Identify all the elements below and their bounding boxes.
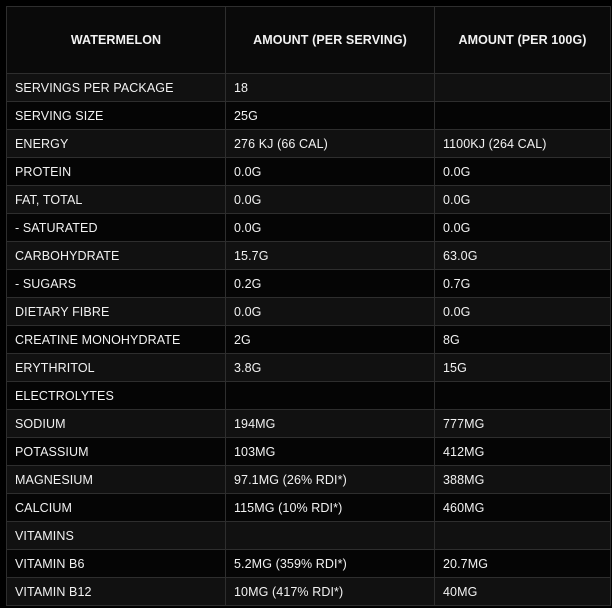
per-serving-value: 3.8G — [226, 354, 435, 382]
per-serving-value: 115MG (10% RDI*) — [226, 494, 435, 522]
per-serving-value: 0.0G — [226, 186, 435, 214]
per-100g-value: 63.0G — [435, 242, 611, 270]
per-serving-value: 103MG — [226, 438, 435, 466]
nutrient-name: CREATINE MONOHYDRATE — [7, 326, 226, 354]
per-100g-value — [435, 102, 611, 130]
table-row — [7, 158, 611, 186]
nutrient-name: CARBOHYDRATE — [7, 242, 226, 270]
per-100g-value: 15G — [435, 354, 611, 382]
table-row — [7, 382, 611, 410]
per-serving-value: 10MG (417% RDI*) — [226, 578, 435, 606]
per-100g-value — [435, 522, 611, 550]
nutrient-name: VITAMINS — [7, 522, 226, 550]
header-row — [7, 7, 611, 74]
per-100g-value: 8G — [435, 326, 611, 354]
nutrient-name: SERVING SIZE — [7, 102, 226, 130]
table-row — [7, 466, 611, 494]
per-serving-value — [226, 382, 435, 410]
nutrient-name: VITAMIN B12 — [7, 578, 226, 606]
per-100g-value: 20.7MG — [435, 550, 611, 578]
table-row — [7, 354, 611, 382]
per-100g-value: 40MG — [435, 578, 611, 606]
table-row — [7, 270, 611, 298]
per-100g-value: 0.7G — [435, 270, 611, 298]
table-row — [7, 410, 611, 438]
table-row — [7, 102, 611, 130]
per-100g-value: 0.0G — [435, 298, 611, 326]
nutrient-name: FAT, TOTAL — [7, 186, 226, 214]
per-100g-value: 388MG — [435, 466, 611, 494]
nutrient-name: - SATURATED — [7, 214, 226, 242]
table-row — [7, 186, 611, 214]
per-serving-value: 2G — [226, 326, 435, 354]
nutrient-name: DIETARY FIBRE — [7, 298, 226, 326]
per-100g-value: 0.0G — [435, 214, 611, 242]
nutrition-table — [6, 6, 611, 606]
per-serving-value: 276 KJ (66 CAL) — [226, 130, 435, 158]
nutrient-name: POTASSIUM — [7, 438, 226, 466]
nutrient-name: ELECTROLYTES — [7, 382, 226, 410]
per-100g-value — [435, 382, 611, 410]
table-row — [7, 326, 611, 354]
per-serving-value: 25G — [226, 102, 435, 130]
per-serving-value: 18 — [226, 74, 435, 102]
per-100g-value — [435, 74, 611, 102]
per-serving-value — [226, 522, 435, 550]
nutrient-name: CALCIUM — [7, 494, 226, 522]
per-100g-value: 0.0G — [435, 158, 611, 186]
per-100g-value: 412MG — [435, 438, 611, 466]
per-serving-value: 0.0G — [226, 214, 435, 242]
per-serving-value: 15.7G — [226, 242, 435, 270]
per-serving-value: 194MG — [226, 410, 435, 438]
per-100g-value: 0.0G — [435, 186, 611, 214]
table-row — [7, 242, 611, 270]
nutrient-name: PROTEIN — [7, 158, 226, 186]
nutrient-name: VITAMIN B6 — [7, 550, 226, 578]
table-row — [7, 438, 611, 466]
header-flavor: WATERMELON — [7, 7, 226, 74]
nutrient-name: SODIUM — [7, 410, 226, 438]
table-row — [7, 298, 611, 326]
per-serving-value: 97.1MG (26% RDI*) — [226, 466, 435, 494]
header-per-100g: AMOUNT (PER 100G) — [435, 7, 611, 74]
per-100g-value: 1100KJ (264 CAL) — [435, 130, 611, 158]
table-row — [7, 550, 611, 578]
nutrient-name: SERVINGS PER PACKAGE — [7, 74, 226, 102]
table-row — [7, 74, 611, 102]
per-100g-value: 777MG — [435, 410, 611, 438]
per-serving-value: 0.0G — [226, 158, 435, 186]
per-serving-value: 0.2G — [226, 270, 435, 298]
per-serving-value: 5.2MG (359% RDI*) — [226, 550, 435, 578]
table-row — [7, 494, 611, 522]
table-row — [7, 522, 611, 550]
nutrient-name: ENERGY — [7, 130, 226, 158]
header-per-serving: AMOUNT (PER SERVING) — [226, 7, 435, 74]
nutrient-name: MAGNESIUM — [7, 466, 226, 494]
table-row — [7, 214, 611, 242]
per-100g-value: 460MG — [435, 494, 611, 522]
table-row — [7, 578, 611, 606]
nutrient-name: - SUGARS — [7, 270, 226, 298]
per-serving-value: 0.0G — [226, 298, 435, 326]
table-row — [7, 130, 611, 158]
nutrient-name: ERYTHRITOL — [7, 354, 226, 382]
